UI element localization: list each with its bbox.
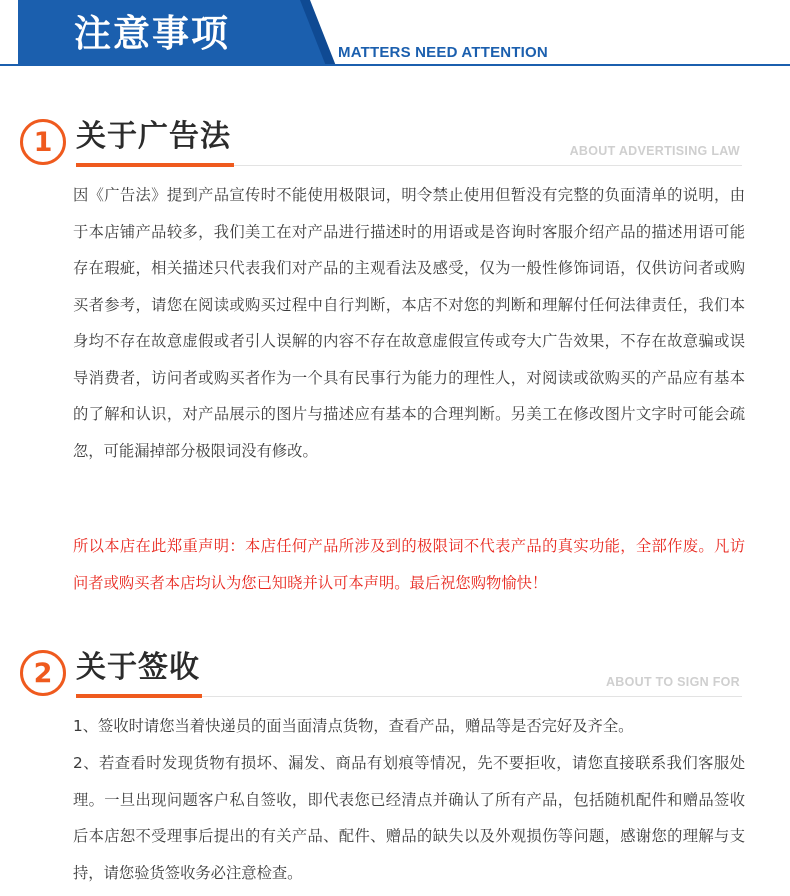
page-subtitle: MATTERS NEED ATTENTION [338, 44, 548, 61]
section-subtitle-en: ABOUT TO SIGN FOR [605, 675, 740, 689]
section-heading-advertising-law [0, 109, 790, 179]
section-subtitle-en: ABOUT ADVERTISING LAW [569, 144, 740, 158]
advertising-law-notice: 所以本店在此郑重声明：本店任何产品所涉及到的极限词不代表产品的真实功能，全部作废。凡访问者或购买者本店均认为您已知晓并认可本声明。最后祝您购物愉快！ [73, 537, 745, 592]
section-heading-sign-for [0, 640, 790, 710]
section-number-badge: 1 [20, 119, 66, 165]
section-title: 关于广告法 [76, 119, 231, 154]
section-divider [234, 165, 742, 166]
section-title-underline [76, 163, 234, 167]
section-divider [202, 696, 742, 697]
sign-for-item: 1、签收时请您当着快递员的面当面清点货物，查看产品，赠品等是否完好及齐全。 [73, 717, 634, 735]
sign-for-item: 2、若查看时发现货物有损坏、漏发、商品有划痕等情况，先不要拒收，请您直接联系我们客服处理。一旦出现问题客户私自签收，即代表您已经清点并确认了所有产品，包括随机配件和赠品签收后本店恕不受理事后提出的有关产品、配件、赠品的缺失以及外观损伤等问题，感谢您的理解与支持，请您验货签收务必注意检查。 [73, 754, 745, 882]
section-title: 关于签收 [76, 650, 200, 685]
page-header [0, 0, 790, 66]
advertising-law-paragraph: 因《广告法》提到产品宣传时不能使用极限词，明令禁止使用但暂没有完整的负面清单的说明，由于本店铺产品较多，我们美工在对产品进行描述时的用语或是咨询时客服介绍产品的描述用语可能存在瑕疵，相关描述只代表我们对产品的主观看法及感受，仅为一般性修饰词语，仅供访问者或购买者参考，请您在阅读或购买过程中自行判断，本店不对您的判断和理解付任何法律责任，我们本身均不存在故意虚假或者引人误解的内容不存在故意虚假宣传或夸大广告效果，不存在故意骗或误导消费者，访问者或购买者作为一个具有民事行为能力的理性人，对阅读或欲购买的产品应有基本的了解和认识，对产品展示的图片与描述应有基本的合理判断。另美工在修改图片文字时可能会疏忽，可能漏掉部分极限词没有修改。 [73, 186, 745, 460]
page-title: 注意事项 [74, 12, 230, 55]
header-divider [0, 64, 790, 66]
section-title-underline [76, 694, 202, 698]
section-number-badge: 2 [20, 650, 66, 696]
